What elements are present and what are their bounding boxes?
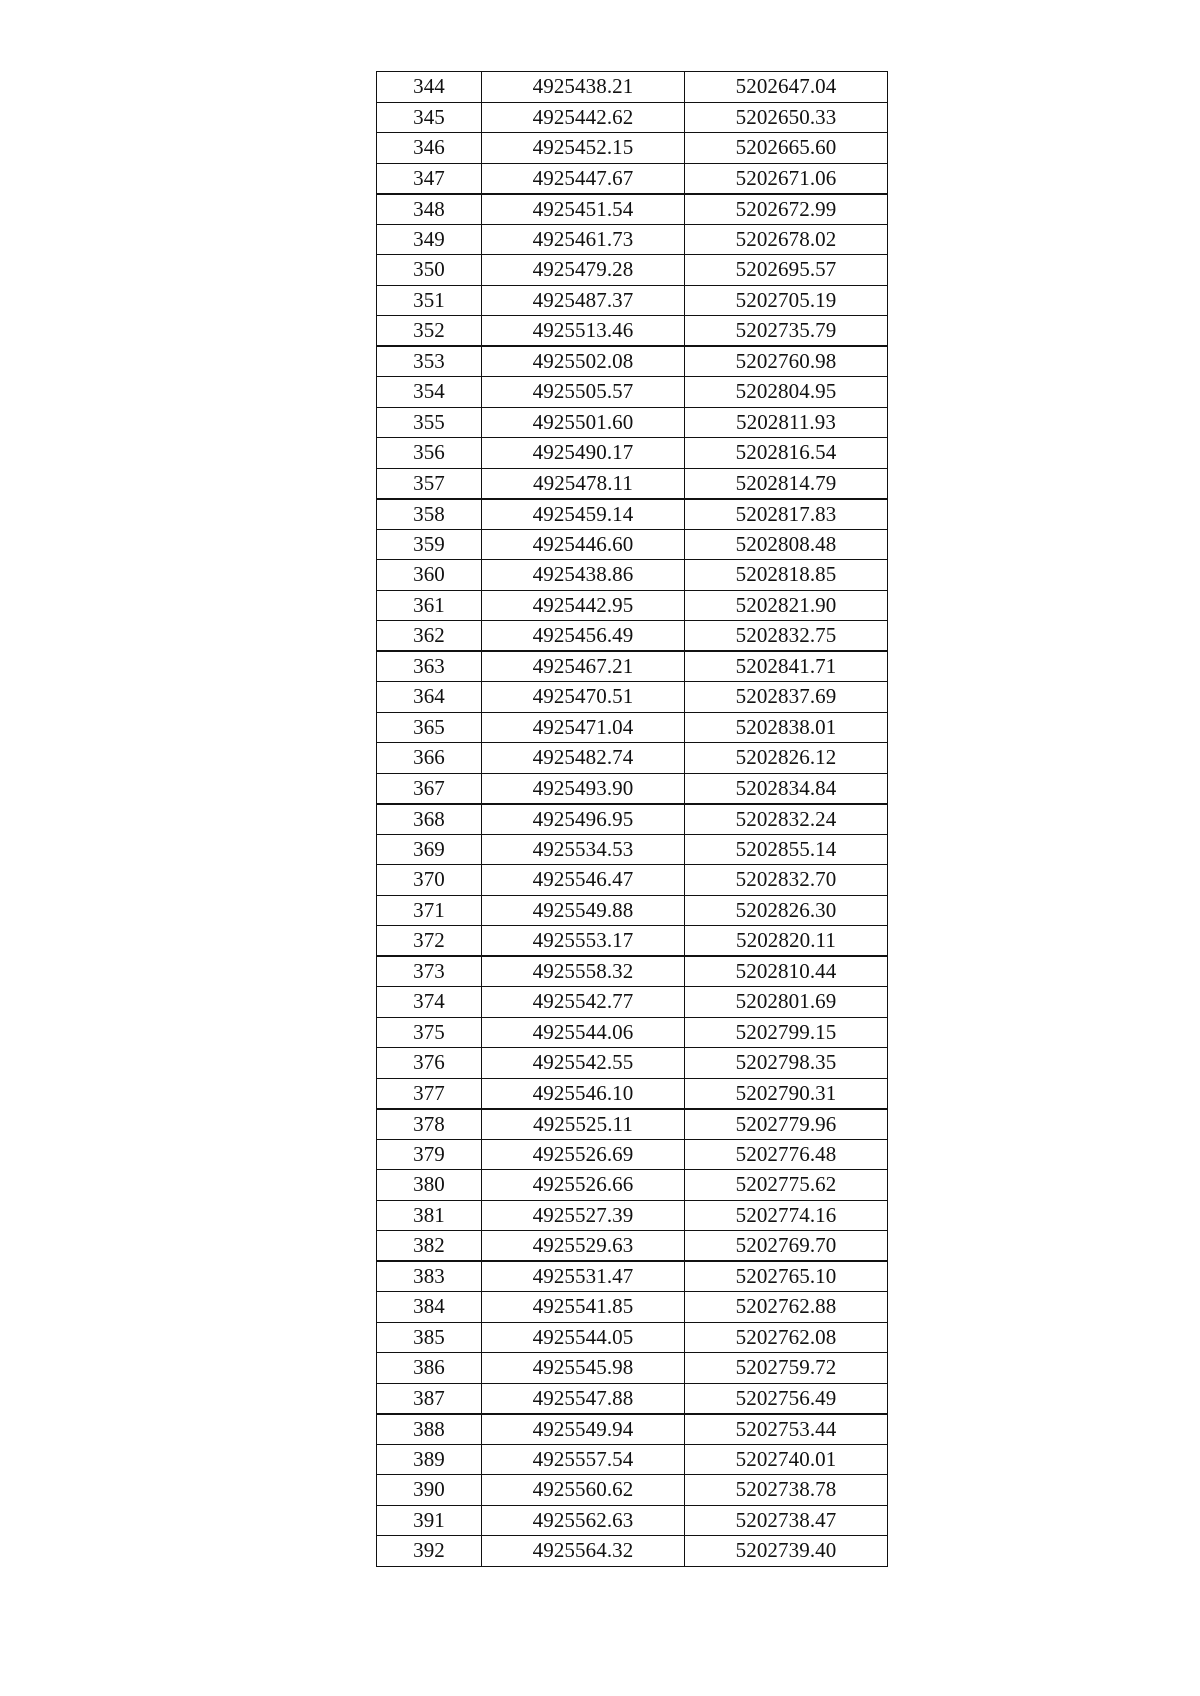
table-row <box>377 804 888 835</box>
y-coordinate-cell: 5202740.01 <box>685 1444 888 1475</box>
y-coordinate-cell: 5202810.44 <box>685 956 888 987</box>
x-coordinate-cell: 4925487.37 <box>482 285 685 316</box>
point-number-cell: 381 <box>377 1200 482 1231</box>
table-row <box>377 834 888 865</box>
point-number-cell: 365 <box>377 712 482 743</box>
x-coordinate-cell: 4925544.05 <box>482 1322 685 1353</box>
x-coordinate-cell: 4925526.69 <box>482 1139 685 1170</box>
y-coordinate-cell: 5202738.78 <box>685 1475 888 1506</box>
table-row <box>377 407 888 438</box>
table-row <box>377 1383 888 1414</box>
y-coordinate-cell: 5202779.96 <box>685 1109 888 1140</box>
table-row <box>377 1231 888 1262</box>
point-number-cell: 371 <box>377 895 482 926</box>
table-row <box>377 1322 888 1353</box>
y-coordinate-cell: 5202799.15 <box>685 1017 888 1048</box>
y-coordinate-cell: 5202705.19 <box>685 285 888 316</box>
table-row <box>377 712 888 743</box>
table-row <box>377 194 888 225</box>
y-coordinate-cell: 5202769.70 <box>685 1231 888 1262</box>
x-coordinate-cell: 4925526.66 <box>482 1170 685 1201</box>
coordinates-table-body <box>377 72 888 1567</box>
y-coordinate-cell: 5202855.14 <box>685 834 888 865</box>
point-number-cell: 362 <box>377 621 482 652</box>
table-row <box>377 682 888 713</box>
x-coordinate-cell: 4925560.62 <box>482 1475 685 1506</box>
y-coordinate-cell: 5202826.30 <box>685 895 888 926</box>
point-number-cell: 345 <box>377 102 482 133</box>
point-number-cell: 378 <box>377 1109 482 1140</box>
point-number-cell: 388 <box>377 1414 482 1445</box>
y-coordinate-cell: 5202759.72 <box>685 1353 888 1384</box>
x-coordinate-cell: 4925547.88 <box>482 1383 685 1414</box>
point-number-cell: 386 <box>377 1353 482 1384</box>
point-number-cell: 353 <box>377 346 482 377</box>
point-number-cell: 385 <box>377 1322 482 1353</box>
y-coordinate-cell: 5202811.93 <box>685 407 888 438</box>
table-row <box>377 1170 888 1201</box>
y-coordinate-cell: 5202834.84 <box>685 773 888 804</box>
point-number-cell: 379 <box>377 1139 482 1170</box>
table-row <box>377 1505 888 1536</box>
y-coordinate-cell: 5202762.08 <box>685 1322 888 1353</box>
x-coordinate-cell: 4925452.15 <box>482 133 685 164</box>
point-number-cell: 387 <box>377 1383 482 1414</box>
y-coordinate-cell: 5202760.98 <box>685 346 888 377</box>
point-number-cell: 369 <box>377 834 482 865</box>
y-coordinate-cell: 5202695.57 <box>685 255 888 286</box>
y-coordinate-cell: 5202775.62 <box>685 1170 888 1201</box>
x-coordinate-cell: 4925549.94 <box>482 1414 685 1445</box>
x-coordinate-cell: 4925496.95 <box>482 804 685 835</box>
table-row <box>377 316 888 347</box>
table-row <box>377 560 888 591</box>
x-coordinate-cell: 4925546.47 <box>482 865 685 896</box>
point-number-cell: 349 <box>377 224 482 255</box>
y-coordinate-cell: 5202816.54 <box>685 438 888 469</box>
y-coordinate-cell: 5202821.90 <box>685 590 888 621</box>
point-number-cell: 346 <box>377 133 482 164</box>
x-coordinate-cell: 4925549.88 <box>482 895 685 926</box>
y-coordinate-cell: 5202774.16 <box>685 1200 888 1231</box>
point-number-cell: 389 <box>377 1444 482 1475</box>
table-row <box>377 285 888 316</box>
y-coordinate-cell: 5202735.79 <box>685 316 888 347</box>
point-number-cell: 350 <box>377 255 482 286</box>
table-row <box>377 926 888 957</box>
table-row <box>377 1261 888 1292</box>
y-coordinate-cell: 5202804.95 <box>685 377 888 408</box>
y-coordinate-cell: 5202765.10 <box>685 1261 888 1292</box>
point-number-cell: 367 <box>377 773 482 804</box>
y-coordinate-cell: 5202739.40 <box>685 1536 888 1567</box>
table-row <box>377 773 888 804</box>
y-coordinate-cell: 5202756.49 <box>685 1383 888 1414</box>
x-coordinate-cell: 4925467.21 <box>482 651 685 682</box>
y-coordinate-cell: 5202818.85 <box>685 560 888 591</box>
table-row <box>377 255 888 286</box>
table-row <box>377 438 888 469</box>
table-row <box>377 133 888 164</box>
point-number-cell: 348 <box>377 194 482 225</box>
table-row <box>377 377 888 408</box>
point-number-cell: 356 <box>377 438 482 469</box>
y-coordinate-cell: 5202650.33 <box>685 102 888 133</box>
point-number-cell: 383 <box>377 1261 482 1292</box>
x-coordinate-cell: 4925461.73 <box>482 224 685 255</box>
x-coordinate-cell: 4925479.28 <box>482 255 685 286</box>
table-row <box>377 224 888 255</box>
table-row <box>377 499 888 530</box>
table-row <box>377 895 888 926</box>
point-number-cell: 364 <box>377 682 482 713</box>
x-coordinate-cell: 4925529.63 <box>482 1231 685 1262</box>
x-coordinate-cell: 4925478.11 <box>482 468 685 499</box>
point-number-cell: 375 <box>377 1017 482 1048</box>
x-coordinate-cell: 4925542.77 <box>482 987 685 1018</box>
x-coordinate-cell: 4925557.54 <box>482 1444 685 1475</box>
point-number-cell: 352 <box>377 316 482 347</box>
table-row <box>377 102 888 133</box>
x-coordinate-cell: 4925541.85 <box>482 1292 685 1323</box>
y-coordinate-cell: 5202832.75 <box>685 621 888 652</box>
point-number-cell: 363 <box>377 651 482 682</box>
point-number-cell: 359 <box>377 529 482 560</box>
x-coordinate-cell: 4925513.46 <box>482 316 685 347</box>
y-coordinate-cell: 5202798.35 <box>685 1048 888 1079</box>
table-row <box>377 1017 888 1048</box>
y-coordinate-cell: 5202678.02 <box>685 224 888 255</box>
y-coordinate-cell: 5202762.88 <box>685 1292 888 1323</box>
table-row <box>377 956 888 987</box>
x-coordinate-cell: 4925459.14 <box>482 499 685 530</box>
x-coordinate-cell: 4925442.62 <box>482 102 685 133</box>
point-number-cell: 355 <box>377 407 482 438</box>
point-number-cell: 380 <box>377 1170 482 1201</box>
y-coordinate-cell: 5202814.79 <box>685 468 888 499</box>
x-coordinate-cell: 4925501.60 <box>482 407 685 438</box>
point-number-cell: 390 <box>377 1475 482 1506</box>
point-number-cell: 351 <box>377 285 482 316</box>
y-coordinate-cell: 5202647.04 <box>685 72 888 103</box>
x-coordinate-cell: 4925553.17 <box>482 926 685 957</box>
point-number-cell: 366 <box>377 743 482 774</box>
point-number-cell: 358 <box>377 499 482 530</box>
y-coordinate-cell: 5202837.69 <box>685 682 888 713</box>
point-number-cell: 357 <box>377 468 482 499</box>
table-row <box>377 468 888 499</box>
x-coordinate-cell: 4925493.90 <box>482 773 685 804</box>
y-coordinate-cell: 5202665.60 <box>685 133 888 164</box>
table-row <box>377 1414 888 1445</box>
y-coordinate-cell: 5202826.12 <box>685 743 888 774</box>
table-row <box>377 1536 888 1567</box>
y-coordinate-cell: 5202671.06 <box>685 163 888 194</box>
table-row <box>377 529 888 560</box>
point-number-cell: 376 <box>377 1048 482 1079</box>
y-coordinate-cell: 5202672.99 <box>685 194 888 225</box>
point-number-cell: 382 <box>377 1231 482 1262</box>
point-number-cell: 384 <box>377 1292 482 1323</box>
point-number-cell: 392 <box>377 1536 482 1567</box>
y-coordinate-cell: 5202817.83 <box>685 499 888 530</box>
x-coordinate-cell: 4925438.86 <box>482 560 685 591</box>
table-row <box>377 1353 888 1384</box>
table-row <box>377 1444 888 1475</box>
x-coordinate-cell: 4925558.32 <box>482 956 685 987</box>
y-coordinate-cell: 5202790.31 <box>685 1078 888 1109</box>
y-coordinate-cell: 5202832.70 <box>685 865 888 896</box>
y-coordinate-cell: 5202838.01 <box>685 712 888 743</box>
x-coordinate-cell: 4925438.21 <box>482 72 685 103</box>
table-row <box>377 651 888 682</box>
x-coordinate-cell: 4925482.74 <box>482 743 685 774</box>
x-coordinate-cell: 4925490.17 <box>482 438 685 469</box>
y-coordinate-cell: 5202801.69 <box>685 987 888 1018</box>
point-number-cell: 354 <box>377 377 482 408</box>
x-coordinate-cell: 4925544.06 <box>482 1017 685 1048</box>
table-row <box>377 987 888 1018</box>
table-row <box>377 1292 888 1323</box>
point-number-cell: 377 <box>377 1078 482 1109</box>
x-coordinate-cell: 4925531.47 <box>482 1261 685 1292</box>
x-coordinate-cell: 4925525.11 <box>482 1109 685 1140</box>
point-number-cell: 391 <box>377 1505 482 1536</box>
point-number-cell: 373 <box>377 956 482 987</box>
x-coordinate-cell: 4925562.63 <box>482 1505 685 1536</box>
x-coordinate-cell: 4925470.51 <box>482 682 685 713</box>
y-coordinate-cell: 5202832.24 <box>685 804 888 835</box>
y-coordinate-cell: 5202776.48 <box>685 1139 888 1170</box>
table-row <box>377 865 888 896</box>
point-number-cell: 347 <box>377 163 482 194</box>
point-number-cell: 368 <box>377 804 482 835</box>
x-coordinate-cell: 4925502.08 <box>482 346 685 377</box>
point-number-cell: 344 <box>377 72 482 103</box>
table-row <box>377 1200 888 1231</box>
x-coordinate-cell: 4925451.54 <box>482 194 685 225</box>
table-row <box>377 72 888 103</box>
x-coordinate-cell: 4925505.57 <box>482 377 685 408</box>
x-coordinate-cell: 4925442.95 <box>482 590 685 621</box>
x-coordinate-cell: 4925446.60 <box>482 529 685 560</box>
y-coordinate-cell: 5202808.48 <box>685 529 888 560</box>
coordinates-table <box>376 71 888 1567</box>
x-coordinate-cell: 4925542.55 <box>482 1048 685 1079</box>
y-coordinate-cell: 5202753.44 <box>685 1414 888 1445</box>
table-row <box>377 1048 888 1079</box>
x-coordinate-cell: 4925545.98 <box>482 1353 685 1384</box>
point-number-cell: 361 <box>377 590 482 621</box>
point-number-cell: 370 <box>377 865 482 896</box>
point-number-cell: 372 <box>377 926 482 957</box>
table-row <box>377 1139 888 1170</box>
x-coordinate-cell: 4925447.67 <box>482 163 685 194</box>
x-coordinate-cell: 4925456.49 <box>482 621 685 652</box>
point-number-cell: 374 <box>377 987 482 1018</box>
point-number-cell: 360 <box>377 560 482 591</box>
table-row <box>377 590 888 621</box>
y-coordinate-cell: 5202820.11 <box>685 926 888 957</box>
x-coordinate-cell: 4925534.53 <box>482 834 685 865</box>
x-coordinate-cell: 4925546.10 <box>482 1078 685 1109</box>
table-row <box>377 1475 888 1506</box>
x-coordinate-cell: 4925527.39 <box>482 1200 685 1231</box>
table-row <box>377 1078 888 1109</box>
table-row <box>377 346 888 377</box>
table-row <box>377 1109 888 1140</box>
x-coordinate-cell: 4925564.32 <box>482 1536 685 1567</box>
x-coordinate-cell: 4925471.04 <box>482 712 685 743</box>
table-row <box>377 743 888 774</box>
table-row <box>377 163 888 194</box>
y-coordinate-cell: 5202841.71 <box>685 651 888 682</box>
table-row <box>377 621 888 652</box>
y-coordinate-cell: 5202738.47 <box>685 1505 888 1536</box>
